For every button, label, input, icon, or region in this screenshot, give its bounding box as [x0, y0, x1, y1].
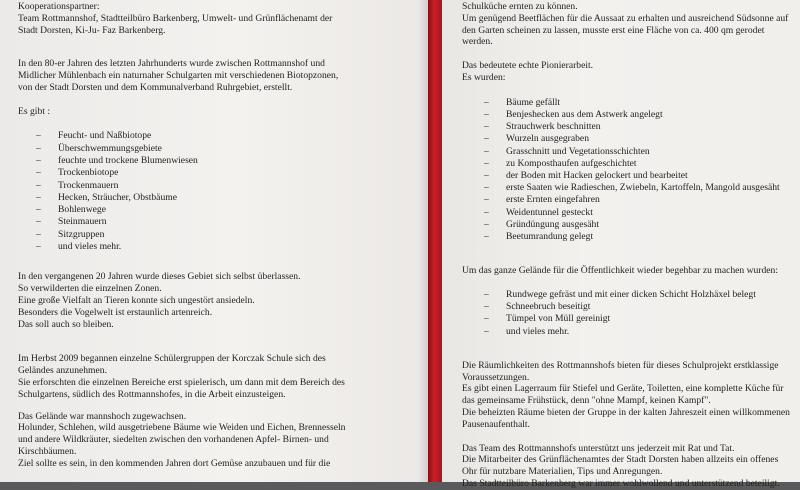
overgrown-paragraph: [18, 411, 420, 470]
list-item: – Überschwemmungsgebiete: [36, 143, 420, 155]
pioneer-paragraph: [462, 60, 796, 84]
text-line: Um genügend Beetflächen für die Aussaat zu erhalten und ausreichend Südsonne auf: [462, 12, 789, 24]
text-line: Das soll auch so bleiben.: [18, 318, 114, 330]
right-page: [442, 0, 800, 489]
rooms-paragraph: [462, 360, 796, 431]
text-line: Die Mitarbeiter des Grünflächenamtes der Stadt Dorsten haben allzeits ein offenes: [462, 454, 779, 466]
list-item: – der Boden mit Hacken gelockert und bearbeitet: [484, 170, 796, 182]
text-line: werden.: [462, 36, 493, 48]
list-item: – Bäume gefällt: [484, 97, 796, 109]
intro-paragraph: [18, 58, 420, 93]
list-item: – Hecken, Sträucher, Obstbäume: [36, 192, 420, 204]
text-line: Kooperationspartner:: [18, 1, 100, 12]
list-item: – Trockenmauern: [36, 180, 420, 192]
support-paragraph: [462, 443, 796, 490]
text-line: Das bedeutete echte Pionierarbeit.: [462, 60, 594, 72]
text-line: In den 80-er Jahren des letzten Jahrhunderts wurde zwischen Rottmannshof und: [18, 58, 325, 70]
text-line: Die Räumlichkeiten des Rottmannshofs bieten für dieses Schulprojekt erstklassige: [462, 359, 779, 371]
text-line: Das Gelände war mannshoch zugewachsen.: [18, 410, 187, 422]
cooperation-section: [18, 1, 420, 36]
text-line: den Garten scheinen zu lassen, musste erst eine Fläche von ca. 400 qm gerodet: [462, 24, 765, 36]
public-works-list: [462, 289, 796, 338]
text-line: Sie erforschten die einzelnen Bereiche erst spielerisch, um dann mit dem Bereich des: [18, 376, 345, 388]
list-item: – Grasschnitt und Vegetationsschichten: [484, 146, 796, 158]
list-item: – Schneebruch beseitigt: [484, 301, 796, 313]
list-item: – feuchte und trockene Blumenwiesen: [36, 155, 420, 167]
list-item: – Weidentunnel gesteckt: [484, 207, 796, 219]
school-start-paragraph: [18, 353, 420, 400]
text-line: Das Stadtteilbüro Barkenberg war immer wohlwollend und unterstützend beteiligt.: [462, 478, 780, 489]
text-line: Geländes anzunehmen.: [18, 365, 107, 377]
list-item: – Benjeshecken aus dem Astwerk angelegt: [484, 109, 796, 121]
text-line: Voraussetzungen.: [462, 371, 530, 383]
list-item: – erste Ernten eingefahren: [484, 194, 796, 206]
list-item: – Bohlenwege: [36, 204, 420, 216]
list-item: – Trockenbiotope: [36, 167, 420, 179]
list-item: – Tümpel von Müll gereinigt: [484, 313, 796, 325]
works-list: [462, 97, 796, 243]
red-binding-strip: [428, 0, 442, 482]
text-line: Eine große Vielfalt an Tieren konnte sich ungestört ansiedeln.: [18, 294, 255, 306]
text-line: Pausenaufenthalt.: [462, 418, 530, 430]
text-line: Im Herbst 2009 begannen einzelne Schülergruppen der Korczak Schule sich des: [18, 353, 326, 365]
text-line: So verwilderten die einzelnen Zonen.: [18, 283, 162, 295]
text-line: Es gibt einen Lagerraum für Stiefel und Geräte, Toiletten, eine komplette Küche für: [462, 383, 784, 395]
text-line: Schulgartens, südlich des Rottmannshofes, in die Arbeit einzusteigen.: [18, 388, 286, 400]
list-item: – und vieles mehr.: [36, 241, 420, 253]
text-line: Ziel sollte es sein, in den kommenden Jahren dort Gemüse anzubauen und für die: [18, 457, 331, 469]
text-line: Stadt Dorsten, Ki-Ju- Faz Barkenberg.: [18, 24, 166, 36]
list-item: – Rundwege gefräst und mit einer dicken Schicht Holzhäxel belegt: [484, 289, 796, 301]
list-item: – Wurzeln ausgegraben: [484, 133, 796, 145]
public-intro: Um das ganze Gelände für die Öffentlichkeit wieder begehbar zu machen wurden:: [462, 265, 779, 277]
text-line: und andere Wildkräuter, siedelten zwischen den vorhandenen Apfel- Birnen- und: [18, 434, 329, 446]
list-item: – Feucht- und Naßbiotope: [36, 130, 420, 142]
es-gibt-heading: Es gibt :: [18, 105, 50, 117]
biotope-list: [18, 130, 420, 253]
decline-paragraph: [18, 271, 420, 330]
list-item: – Steinmauern: [36, 216, 420, 228]
list-item: – Beetumrandung gelegt: [484, 231, 796, 243]
list-item: – Strauchwerk beschnitten: [484, 121, 796, 133]
list-item: – Gründüngung ausgesäht: [484, 219, 796, 231]
text-line: Ohr für nutzbare Materialien, Tips und Anregungen.: [462, 466, 663, 478]
text-line: Team Rottmannshof, Stadtteilbüro Barkenberg, Umwelt- und Grünflächenamt der: [18, 12, 333, 24]
text-line: Besonders die Vogelwelt ist erstaunlich artenreich.: [18, 306, 213, 318]
text-line: das gemeinsame Frühstück, denn "ohne Mampf, keinen Kampf".: [462, 395, 711, 407]
list-item: – zu Komposthaufen aufgeschichtet: [484, 158, 796, 170]
list-item: – Sitzgruppen: [36, 229, 420, 241]
text-line: von der Stadt Dorsten und dem Kommunalverband Ruhrgebiet, erstellt.: [18, 81, 293, 93]
text-line: Holunder, Schlehen, wild ausgetriebene Bäume wie Weiden und Eichen, Brennesseln: [18, 422, 346, 434]
text-line: Es wurden:: [462, 71, 506, 83]
text-line: Midlicher Mühlenbach ein naturnaher Schulgarten mit verschiedenen Biotopzonen,: [18, 69, 339, 81]
text-line: Kirschbäumen.: [18, 445, 77, 457]
list-item: – und vieles mehr.: [484, 326, 796, 338]
text-line: In den vergangenen 20 Jahren wurde dieses Gebiet sich selbst überlassen.: [18, 271, 301, 283]
text-line: Schulküche ernten zu können.: [462, 1, 578, 12]
list-item: – erste Saaten wie Radieschen, Zwiebeln, Kartoffeln, Mangold ausgesäht: [484, 182, 796, 194]
continuation-paragraph: [462, 1, 796, 48]
text-line: Die beheizten Räume bieten der Gruppe in der kalten Jahreszeit einen willkommenen: [462, 407, 790, 419]
text-line: Das Team des Rottmannshofs unterstützt uns jederzeit mit Rat und Tat.: [462, 442, 735, 454]
